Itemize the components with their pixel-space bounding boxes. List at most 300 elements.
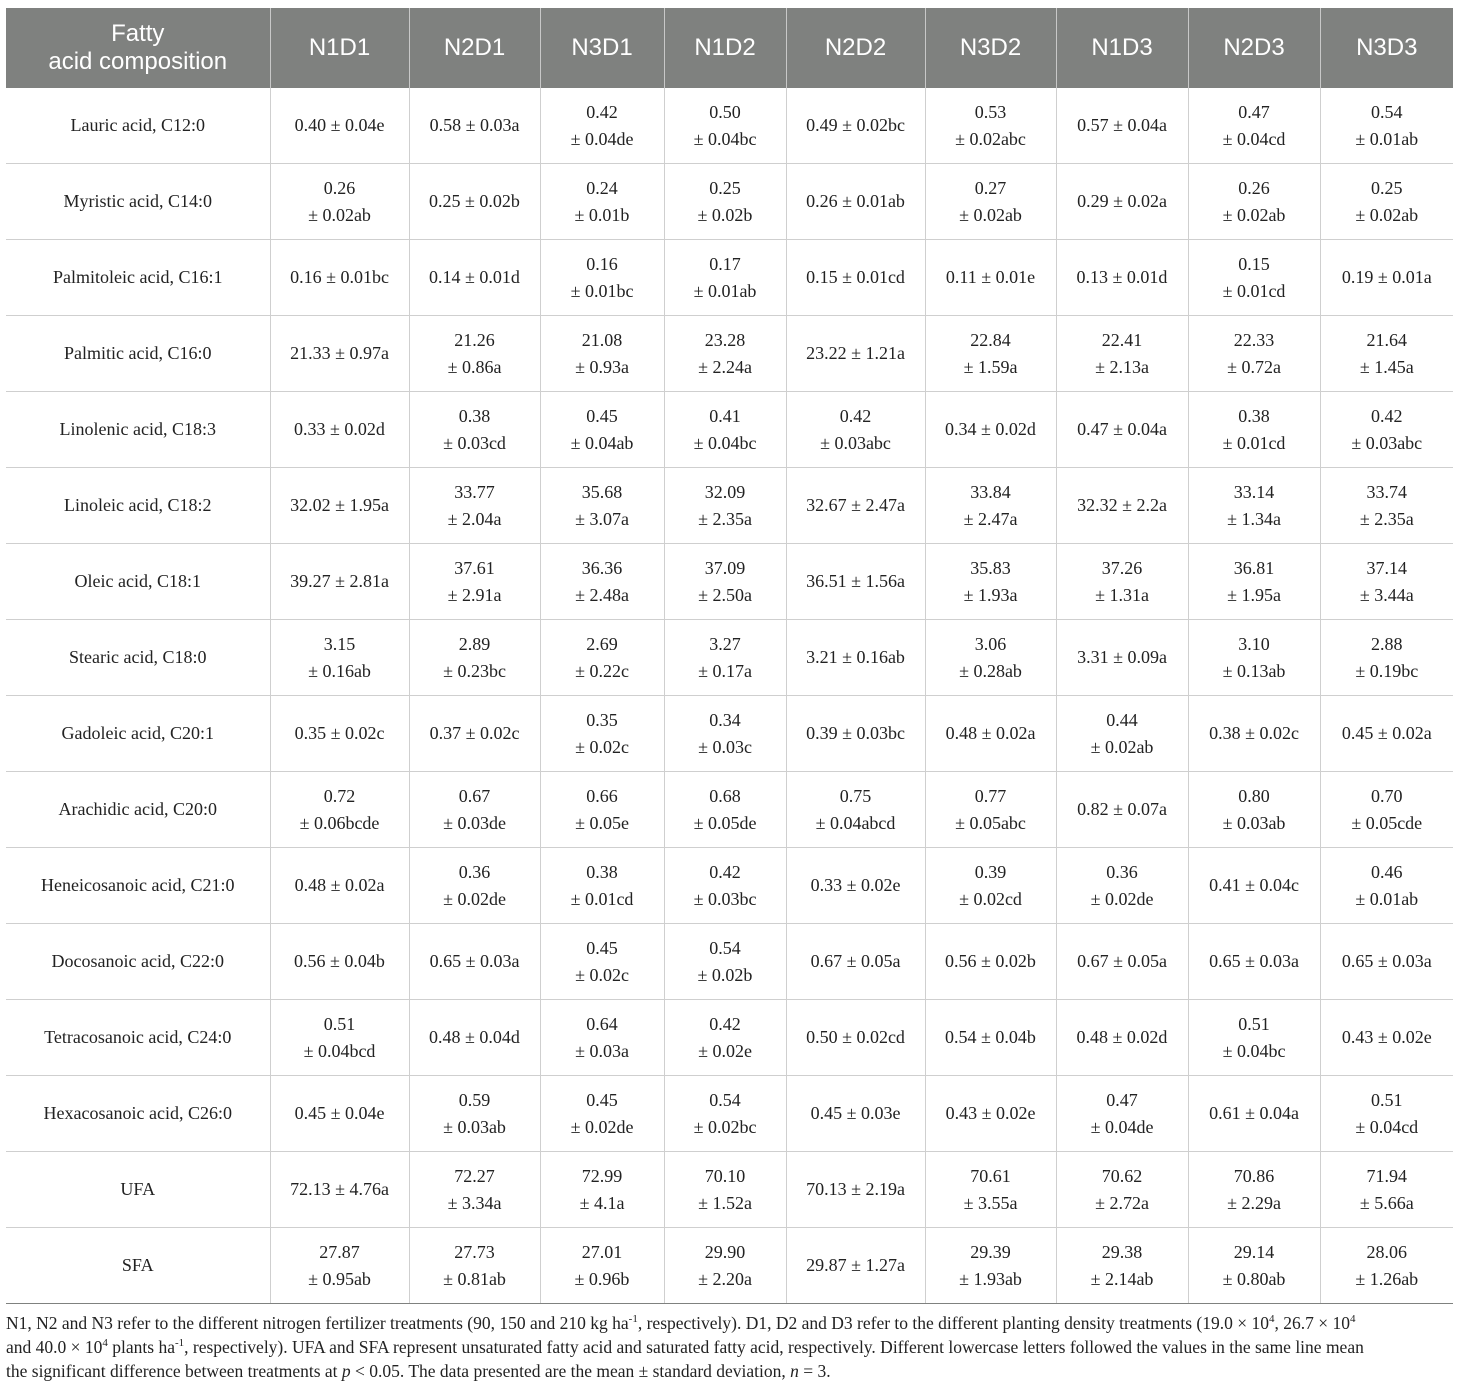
cell-text: ± 1.31a <box>1095 584 1149 605</box>
cell-text: 36.51 ± 1.56a <box>806 571 905 591</box>
table-cell <box>664 544 786 620</box>
cell-text: 72.13 ± 4.76a <box>290 1179 389 1199</box>
row-label: Oleic acid, C18:1 <box>6 544 270 620</box>
table-cell <box>1320 316 1453 392</box>
cell-text: 0.43 ± 0.02e <box>1341 1027 1432 1047</box>
cell-text: 0.46 <box>1371 861 1403 882</box>
cell-text: 0.13 ± 0.01d <box>1076 267 1168 287</box>
table-cell <box>540 544 664 620</box>
cell-text: ± 2.35a <box>1359 508 1414 529</box>
table-cell <box>540 1000 664 1076</box>
table-row <box>6 696 1453 772</box>
cell-text: ± 1.93a <box>963 584 1018 605</box>
cell-text: 37.14 <box>1366 557 1407 578</box>
cell-text: 0.17 <box>709 253 741 274</box>
cell-text: ± 1.45a <box>1359 356 1414 377</box>
cell-text: 0.59 <box>458 1089 491 1110</box>
table-cell <box>540 772 664 848</box>
table-cell <box>409 696 540 772</box>
table-cell <box>664 772 786 848</box>
column-header-n1d3: N1D3 <box>1056 8 1188 88</box>
cell-text: ± 0.17a <box>698 660 752 681</box>
table-cell <box>1188 240 1320 316</box>
cell-text: 0.15 ± 0.01cd <box>806 267 905 287</box>
table-cell <box>270 772 409 848</box>
table-cell <box>1056 696 1188 772</box>
table-cell <box>664 1076 786 1152</box>
cell-text: 0.45 <box>586 1089 618 1110</box>
column-header-n1d1: N1D1 <box>270 8 409 88</box>
cell-text: ± 0.02ab <box>1090 736 1154 757</box>
cell-text: 0.45 <box>586 937 618 958</box>
cell-text: 70.13 ± 2.19a <box>806 1179 905 1199</box>
table-body <box>6 88 1453 1304</box>
table-cell <box>1320 1152 1453 1228</box>
cell-text: 37.26 <box>1101 557 1143 578</box>
cell-text: 22.41 <box>1101 329 1143 350</box>
table-cell <box>664 392 786 468</box>
cell-text: 0.14 ± 0.01d <box>429 267 520 287</box>
cell-text: ± 3.07a <box>575 508 629 529</box>
cell-text: ± 0.23bc <box>443 660 506 681</box>
cell-text: ± 3.34a <box>447 1192 502 1213</box>
column-header-n2d3: N2D3 <box>1188 8 1320 88</box>
table-cell <box>270 1228 409 1304</box>
table-cell <box>1188 620 1320 696</box>
cell-text: ± 0.02de <box>570 1116 634 1137</box>
cell-text: 0.49 ± 0.02bc <box>806 115 905 135</box>
cell-text: ± 2.48a <box>575 584 629 605</box>
table-cell <box>786 316 925 392</box>
cell-text: ± 0.02de <box>443 888 506 909</box>
column-header-n2d1: N2D1 <box>409 8 540 88</box>
table-cell <box>540 1152 664 1228</box>
table-cell <box>786 544 925 620</box>
cell-text: 0.48 ± 0.04d <box>429 1027 520 1047</box>
row-label: Docosanoic acid, C22:0 <box>6 924 270 1000</box>
table-cell <box>540 392 664 468</box>
cell-text: ± 0.05cde <box>1351 812 1423 833</box>
cell-text: 70.86 <box>1233 1165 1275 1186</box>
table-row <box>6 240 1453 316</box>
table-cell <box>664 88 786 164</box>
cell-text: ± 0.19bc <box>1355 660 1419 681</box>
cell-text: 0.43 ± 0.02e <box>945 1103 1036 1123</box>
cell-text: ± 2.20a <box>698 1268 752 1289</box>
cell-text: 0.54 <box>709 937 741 958</box>
table-cell <box>925 620 1056 696</box>
cell-text: 3.10 <box>1238 633 1270 654</box>
cell-text: ± 0.01ab <box>1355 128 1419 149</box>
cell-text: 0.65 ± 0.03a <box>1341 951 1432 971</box>
cell-text: 29.90 <box>704 1241 746 1262</box>
cell-text: 0.45 ± 0.04e <box>294 1103 385 1123</box>
cell-text: 0.45 ± 0.03e <box>810 1103 901 1123</box>
cell-text: 0.45 ± 0.02a <box>1341 723 1432 743</box>
table-cell <box>540 164 664 240</box>
cell-text: ± 0.02c <box>575 736 629 757</box>
table-cell <box>270 848 409 924</box>
table-cell <box>925 392 1056 468</box>
table-cell <box>1320 240 1453 316</box>
cell-text: 0.54 <box>709 1089 741 1110</box>
table-cell <box>664 696 786 772</box>
table-cell <box>409 848 540 924</box>
table-cell <box>409 544 540 620</box>
table-cell <box>540 696 664 772</box>
table-row <box>6 1152 1453 1228</box>
cell-text: 0.42 <box>1371 405 1403 426</box>
cell-text: 0.39 <box>974 861 1007 882</box>
cell-text: 0.38 <box>458 405 491 426</box>
cell-text: ± 0.01bc <box>570 280 634 301</box>
table-cell <box>1056 240 1188 316</box>
cell-text: 0.64 <box>586 1013 618 1034</box>
table-cell <box>1056 1000 1188 1076</box>
cell-text: 0.80 <box>1238 785 1270 806</box>
cell-text: ± 2.91a <box>447 584 502 605</box>
table-cell <box>270 1152 409 1228</box>
table-cell <box>1188 1228 1320 1304</box>
table-cell <box>409 1152 540 1228</box>
cell-text: 29.38 <box>1101 1241 1143 1262</box>
table-cell <box>540 924 664 1000</box>
cell-text: ± 0.03c <box>698 736 752 757</box>
table-row <box>6 468 1453 544</box>
row-label: Linoleic acid, C18:2 <box>6 468 270 544</box>
table-row <box>6 392 1453 468</box>
table-cell <box>540 1228 664 1304</box>
table-row <box>6 620 1453 696</box>
row-label: Arachidic acid, C20:0 <box>6 772 270 848</box>
table-cell <box>786 1152 925 1228</box>
table-cell <box>786 392 925 468</box>
table-cell <box>540 1076 664 1152</box>
cell-text: 33.74 <box>1366 481 1407 502</box>
table-cell <box>664 924 786 1000</box>
column-header-n3d1: N3D1 <box>540 8 664 88</box>
table-cell <box>270 924 409 1000</box>
cell-text: 3.21 ± 0.16ab <box>806 647 905 667</box>
table-row <box>6 164 1453 240</box>
cell-text: 0.50 ± 0.02cd <box>806 1027 905 1047</box>
table-cell <box>540 468 664 544</box>
table-cell <box>786 620 925 696</box>
cell-text: 0.11 ± 0.01e <box>945 267 1036 287</box>
table-cell <box>540 240 664 316</box>
cell-text: ± 0.01b <box>574 204 630 225</box>
cell-text: ± 0.95ab <box>308 1268 371 1289</box>
cell-text: ± 0.01ab <box>1355 888 1419 909</box>
cell-text: ± 0.04ab <box>570 432 634 453</box>
cell-text: 23.28 <box>704 329 746 350</box>
table-footnote <box>6 1311 1453 1383</box>
footnote-line-1: N1, N2 and N3 refer to the different nitrogen fertilizer treatments (90, 150 and 210 kg $ha^{-1}$, respectively). D1, D2 and D3 refer to the different planting density treatments ($19.0 \times 10^4$, $26.7 \times 10^4$ <box>6 1313 1356 1333</box>
table-cell <box>1056 1076 1188 1152</box>
cell-text: 0.40 ± 0.04e <box>294 115 385 135</box>
table-cell <box>664 1000 786 1076</box>
table-cell <box>1056 620 1188 696</box>
cell-text: 32.67 ± 2.47a <box>806 495 905 515</box>
table-cell <box>270 392 409 468</box>
data-table-container <box>6 8 1453 1304</box>
cell-text: ± 0.02e <box>698 1040 752 1061</box>
table-cell <box>1320 848 1453 924</box>
table-cell <box>409 240 540 316</box>
cell-text: 0.35 <box>586 709 618 730</box>
cell-text: 35.68 <box>581 481 623 502</box>
cell-text: 0.35 ± 0.02c <box>294 723 385 743</box>
table-cell <box>409 1076 540 1152</box>
cell-text: 0.36 <box>458 861 491 882</box>
cell-text: 71.94 <box>1366 1165 1407 1186</box>
cell-text: 0.47 ± 0.04a <box>1077 419 1167 439</box>
cell-text: 0.25 <box>709 177 741 198</box>
cell-text: 0.42 <box>709 1013 741 1034</box>
cell-text: 0.33 ± 0.02d <box>294 419 385 439</box>
table-cell <box>925 1076 1056 1152</box>
cell-text: 33.77 <box>454 481 495 502</box>
row-label: Hexacosanoic acid, C26:0 <box>6 1076 270 1152</box>
table-row <box>6 1000 1453 1076</box>
table-cell <box>1188 924 1320 1000</box>
cell-text: 0.48 ± 0.02a <box>945 723 1036 743</box>
cell-text: 27.87 <box>319 1241 360 1262</box>
column-header-n3d3: N3D3 <box>1320 8 1453 88</box>
cell-text: 0.42 <box>839 405 872 426</box>
cell-text: ± 0.04bcd <box>303 1040 376 1061</box>
table-cell <box>409 392 540 468</box>
table-cell <box>925 696 1056 772</box>
table-cell <box>270 468 409 544</box>
table-header-row <box>6 8 1453 88</box>
table-cell <box>925 772 1056 848</box>
cell-text: ± 0.81ab <box>443 1268 506 1289</box>
cell-text: ± 2.29a <box>1227 1192 1281 1213</box>
cell-text: 36.36 <box>581 557 623 578</box>
table-cell <box>664 1152 786 1228</box>
cell-text: 0.38 ± 0.02c <box>1209 723 1299 743</box>
cell-text: ± 0.02ab <box>959 204 1022 225</box>
cell-text: 29.87 ± 1.27a <box>806 1255 905 1275</box>
table-cell <box>786 88 925 164</box>
cell-text: 0.47 <box>1106 1089 1138 1110</box>
cell-text: ± 1.95a <box>1227 584 1281 605</box>
table-cell <box>270 696 409 772</box>
cell-text: 0.68 <box>709 785 741 806</box>
cell-text: ± 0.02ab <box>1355 204 1419 225</box>
footnote-line-3: the significant difference between treatments at p < 0.05. The data presented are the mean ± standard deviation, n = 3. <box>6 1361 831 1381</box>
cell-text: 0.54 <box>1371 101 1403 122</box>
cell-text: 0.41 <box>709 405 741 426</box>
cell-text: ± 1.59a <box>963 356 1018 377</box>
cell-text: ± 0.01ab <box>693 280 757 301</box>
column-header-n1d2: N1D2 <box>664 8 786 88</box>
table-cell <box>1320 392 1453 468</box>
table-cell <box>270 164 409 240</box>
cell-text: 29.39 <box>970 1241 1011 1262</box>
table-cell <box>1056 1228 1188 1304</box>
cell-text: 0.61 ± 0.04a <box>1209 1103 1299 1123</box>
cell-text: 0.82 ± 0.07a <box>1077 799 1167 819</box>
cell-text: 3.15 <box>323 633 356 654</box>
table-cell <box>786 772 925 848</box>
table-cell <box>786 468 925 544</box>
table-cell <box>1188 316 1320 392</box>
table-cell <box>1320 1076 1453 1152</box>
table-cell <box>409 88 540 164</box>
table-cell <box>1320 164 1453 240</box>
table-cell <box>786 848 925 924</box>
table-cell <box>1056 392 1188 468</box>
cell-text: 0.47 <box>1238 101 1270 122</box>
cell-text: ± 2.72a <box>1095 1192 1149 1213</box>
cell-text: 0.37 ± 0.02c <box>429 723 520 743</box>
cell-text: ± 2.24a <box>698 356 752 377</box>
table-cell <box>409 1000 540 1076</box>
cell-text: ± 0.22c <box>575 660 629 681</box>
cell-text: 0.57 ± 0.04a <box>1077 115 1167 135</box>
cell-text: 0.24 <box>586 177 618 198</box>
cell-text: ± 0.01cd <box>570 888 634 909</box>
table-cell <box>1056 848 1188 924</box>
table-cell <box>270 544 409 620</box>
header-label-cell <box>6 8 270 88</box>
cell-text: 0.51 <box>1238 1013 1270 1034</box>
column-header-n3d2: N3D2 <box>925 8 1056 88</box>
cell-text: 0.58 ± 0.03a <box>429 115 520 135</box>
cell-text: 0.16 ± 0.01bc <box>290 267 389 287</box>
cell-text: ± 0.04de <box>1090 1116 1154 1137</box>
cell-text: 0.38 <box>586 861 618 882</box>
table-cell <box>1188 88 1320 164</box>
cell-text: ± 0.04bc <box>693 128 757 149</box>
cell-text: 21.26 <box>454 329 495 350</box>
table-cell <box>1320 772 1453 848</box>
cell-text: 0.66 <box>586 785 618 806</box>
table-cell <box>1188 468 1320 544</box>
row-label: SFA <box>6 1228 270 1304</box>
cell-text: 0.67 ± 0.05a <box>1077 951 1167 971</box>
cell-text: ± 0.01cd <box>1222 280 1286 301</box>
cell-text: 0.36 <box>1106 861 1138 882</box>
table-cell <box>925 1228 1056 1304</box>
table-cell <box>270 316 409 392</box>
cell-text: 0.51 <box>323 1013 356 1034</box>
table-cell <box>1188 848 1320 924</box>
cell-text: ± 0.03ab <box>1222 812 1286 833</box>
table-row <box>6 924 1453 1000</box>
header-label-line1: Fatty <box>111 20 165 47</box>
cell-text: ± 2.35a <box>698 508 752 529</box>
row-label: Gadoleic acid, C20:1 <box>6 696 270 772</box>
cell-text: 0.70 <box>1371 785 1403 806</box>
cell-text: 32.02 ± 1.95a <box>290 495 389 515</box>
cell-text: ± 0.04bc <box>693 432 757 453</box>
table-cell <box>1320 1228 1453 1304</box>
table-row <box>6 848 1453 924</box>
table-cell <box>540 848 664 924</box>
table-cell <box>925 240 1056 316</box>
fatty-acid-table <box>6 8 1453 1304</box>
cell-text: ± 2.04a <box>447 508 502 529</box>
cell-text: 0.26 <box>323 177 356 198</box>
cell-text: 32.09 <box>704 481 746 502</box>
table-cell <box>786 696 925 772</box>
cell-text: 0.44 <box>1106 709 1138 730</box>
table-cell <box>925 544 1056 620</box>
cell-text: 0.51 <box>1371 1089 1403 1110</box>
cell-text: 0.72 <box>323 785 356 806</box>
table-cell <box>664 468 786 544</box>
cell-text: 23.22 ± 1.21a <box>806 343 905 363</box>
cell-text: ± 0.03cd <box>443 432 506 453</box>
cell-text: 0.34 ± 0.02d <box>945 419 1036 439</box>
cell-text: ± 0.02ab <box>1222 204 1286 225</box>
row-label: Myristic acid, C14:0 <box>6 164 270 240</box>
table-cell <box>1056 468 1188 544</box>
table-cell <box>1188 772 1320 848</box>
cell-text: 0.29 ± 0.02a <box>1077 191 1167 211</box>
footnote-line-2: and $40.0 \times 10^4$ plants $ha^{-1}$, respectively). UFA and SFA represent unsaturated fatty acid and saturated fatty acid, respectively. Different lowercase letters followed the values in the same line mean <box>6 1337 1364 1357</box>
table-cell <box>1188 1076 1320 1152</box>
cell-text: 70.62 <box>1101 1165 1143 1186</box>
cell-text: ± 0.03de <box>443 812 506 833</box>
cell-text: 0.50 <box>709 101 741 122</box>
cell-text: 0.25 ± 0.02b <box>429 191 520 211</box>
table-cell <box>925 848 1056 924</box>
cell-text: 27.73 <box>454 1241 495 1262</box>
cell-text: 35.83 <box>970 557 1011 578</box>
cell-text: ± 0.80ab <box>1222 1268 1286 1289</box>
cell-text: ± 0.86a <box>447 356 502 377</box>
cell-text: ± 2.50a <box>698 584 752 605</box>
table-cell <box>664 316 786 392</box>
cell-text: 32.32 ± 2.2a <box>1077 495 1167 515</box>
cell-text: ± 1.34a <box>1227 508 1281 529</box>
cell-text: ± 0.01cd <box>1222 432 1286 453</box>
cell-text: 0.77 <box>974 785 1007 806</box>
cell-text: 0.39 ± 0.03bc <box>806 723 905 743</box>
table-cell <box>925 1152 1056 1228</box>
cell-text: 0.25 <box>1371 177 1403 198</box>
cell-text: ± 2.47a <box>963 508 1018 529</box>
table-cell <box>664 1228 786 1304</box>
cell-text: 3.27 <box>709 633 741 654</box>
cell-text: 3.31 ± 0.09a <box>1077 647 1167 667</box>
table-cell <box>925 924 1056 1000</box>
cell-text: 0.75 <box>839 785 872 806</box>
cell-text: 0.56 ± 0.02b <box>945 951 1036 971</box>
cell-text: ± 3.55a <box>963 1192 1018 1213</box>
table-cell <box>1320 696 1453 772</box>
table-cell <box>1056 316 1188 392</box>
cell-text: ± 0.16ab <box>308 660 371 681</box>
cell-text: 21.33 ± 0.97a <box>290 343 389 363</box>
table-cell <box>1188 1152 1320 1228</box>
cell-text: ± 0.02abc <box>955 128 1026 149</box>
cell-text: ± 0.96b <box>574 1268 630 1289</box>
cell-text: ± 0.03ab <box>443 1116 506 1137</box>
table-cell <box>540 620 664 696</box>
cell-text: ± 2.14ab <box>1090 1268 1154 1289</box>
cell-text: ± 5.66a <box>1359 1192 1414 1213</box>
cell-text: ± 0.05abc <box>955 812 1026 833</box>
cell-text: 0.33 ± 0.02e <box>810 875 901 895</box>
cell-text: 27.01 <box>581 1241 623 1262</box>
table-cell <box>1056 924 1188 1000</box>
cell-text: 28.06 <box>1366 1241 1407 1262</box>
